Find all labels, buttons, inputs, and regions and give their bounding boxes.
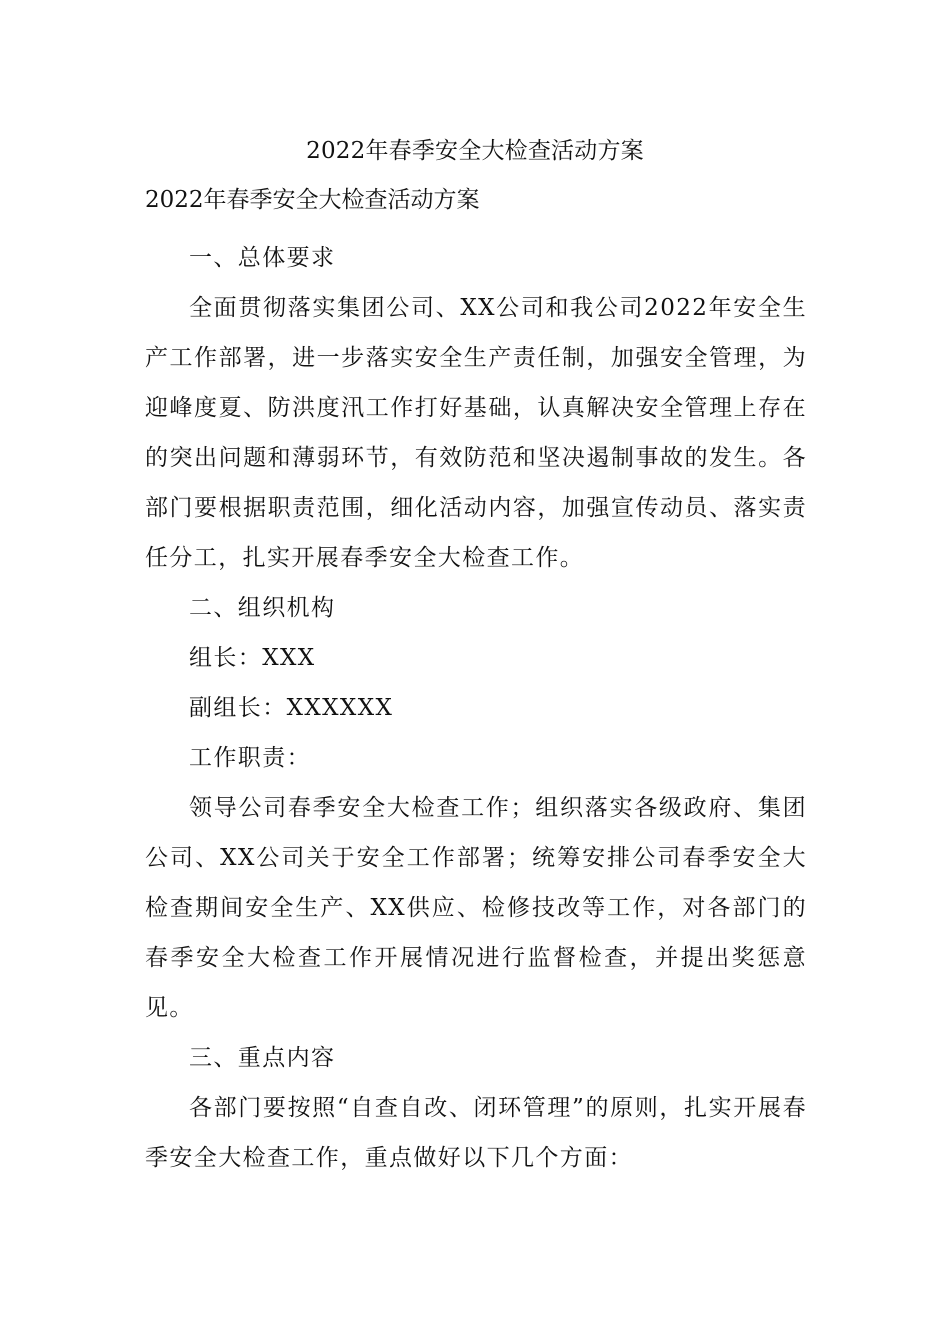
document-subtitle: 2022年春季安全大检查活动方案 — [145, 187, 480, 213]
paragraph-work-responsibilities: 领导公司春季安全大检查工作；组织落实各级政府、集团公司、XX公司关于安全工作部署；统筹安排公司春季安全大检查期间安全生产、XX供应、检修技改等工作，对各部门的春季安全大检查工作开展情况进行监督检查，并提出奖惩意见。 — [145, 795, 807, 1021]
paragraph-key-content: 各部门要按照“自查自改、闭环管理”的原则，扎实开展春季安全大检查工作，重点做好以下几个方面： — [145, 1095, 807, 1171]
work-responsibilities-label: 工作职责： — [189, 745, 311, 771]
document-title: 2022年春季安全大检查活动方案 — [306, 138, 644, 164]
paragraph-general-requirements: 全面贯彻落实集团公司、XX公司和我公司2022年安全生产工作部署，进一步落实安全生产责任制，加强安全管理，为迎峰度夏、防洪度汛工作打好基础，认真解决安全管理上存在的突出问题和薄弱环节，有效防范和坚决遏制事故的发生。各部门要根据职责范围，细化活动内容，加强宣传动员、落实责任分工，扎实开展春季安全大检查工作。 — [145, 295, 807, 571]
section-heading-general-requirements: 一、总体要求 — [189, 245, 336, 271]
deputy-group-leader-line: 副组长：XXXXXX — [189, 695, 394, 721]
section-heading-organization: 二、组织机构 — [189, 595, 336, 621]
document-body — [145, 233, 807, 1183]
group-leader-line: 组长：XXX — [189, 645, 316, 671]
section-heading-key-content: 三、重点内容 — [189, 1045, 336, 1071]
